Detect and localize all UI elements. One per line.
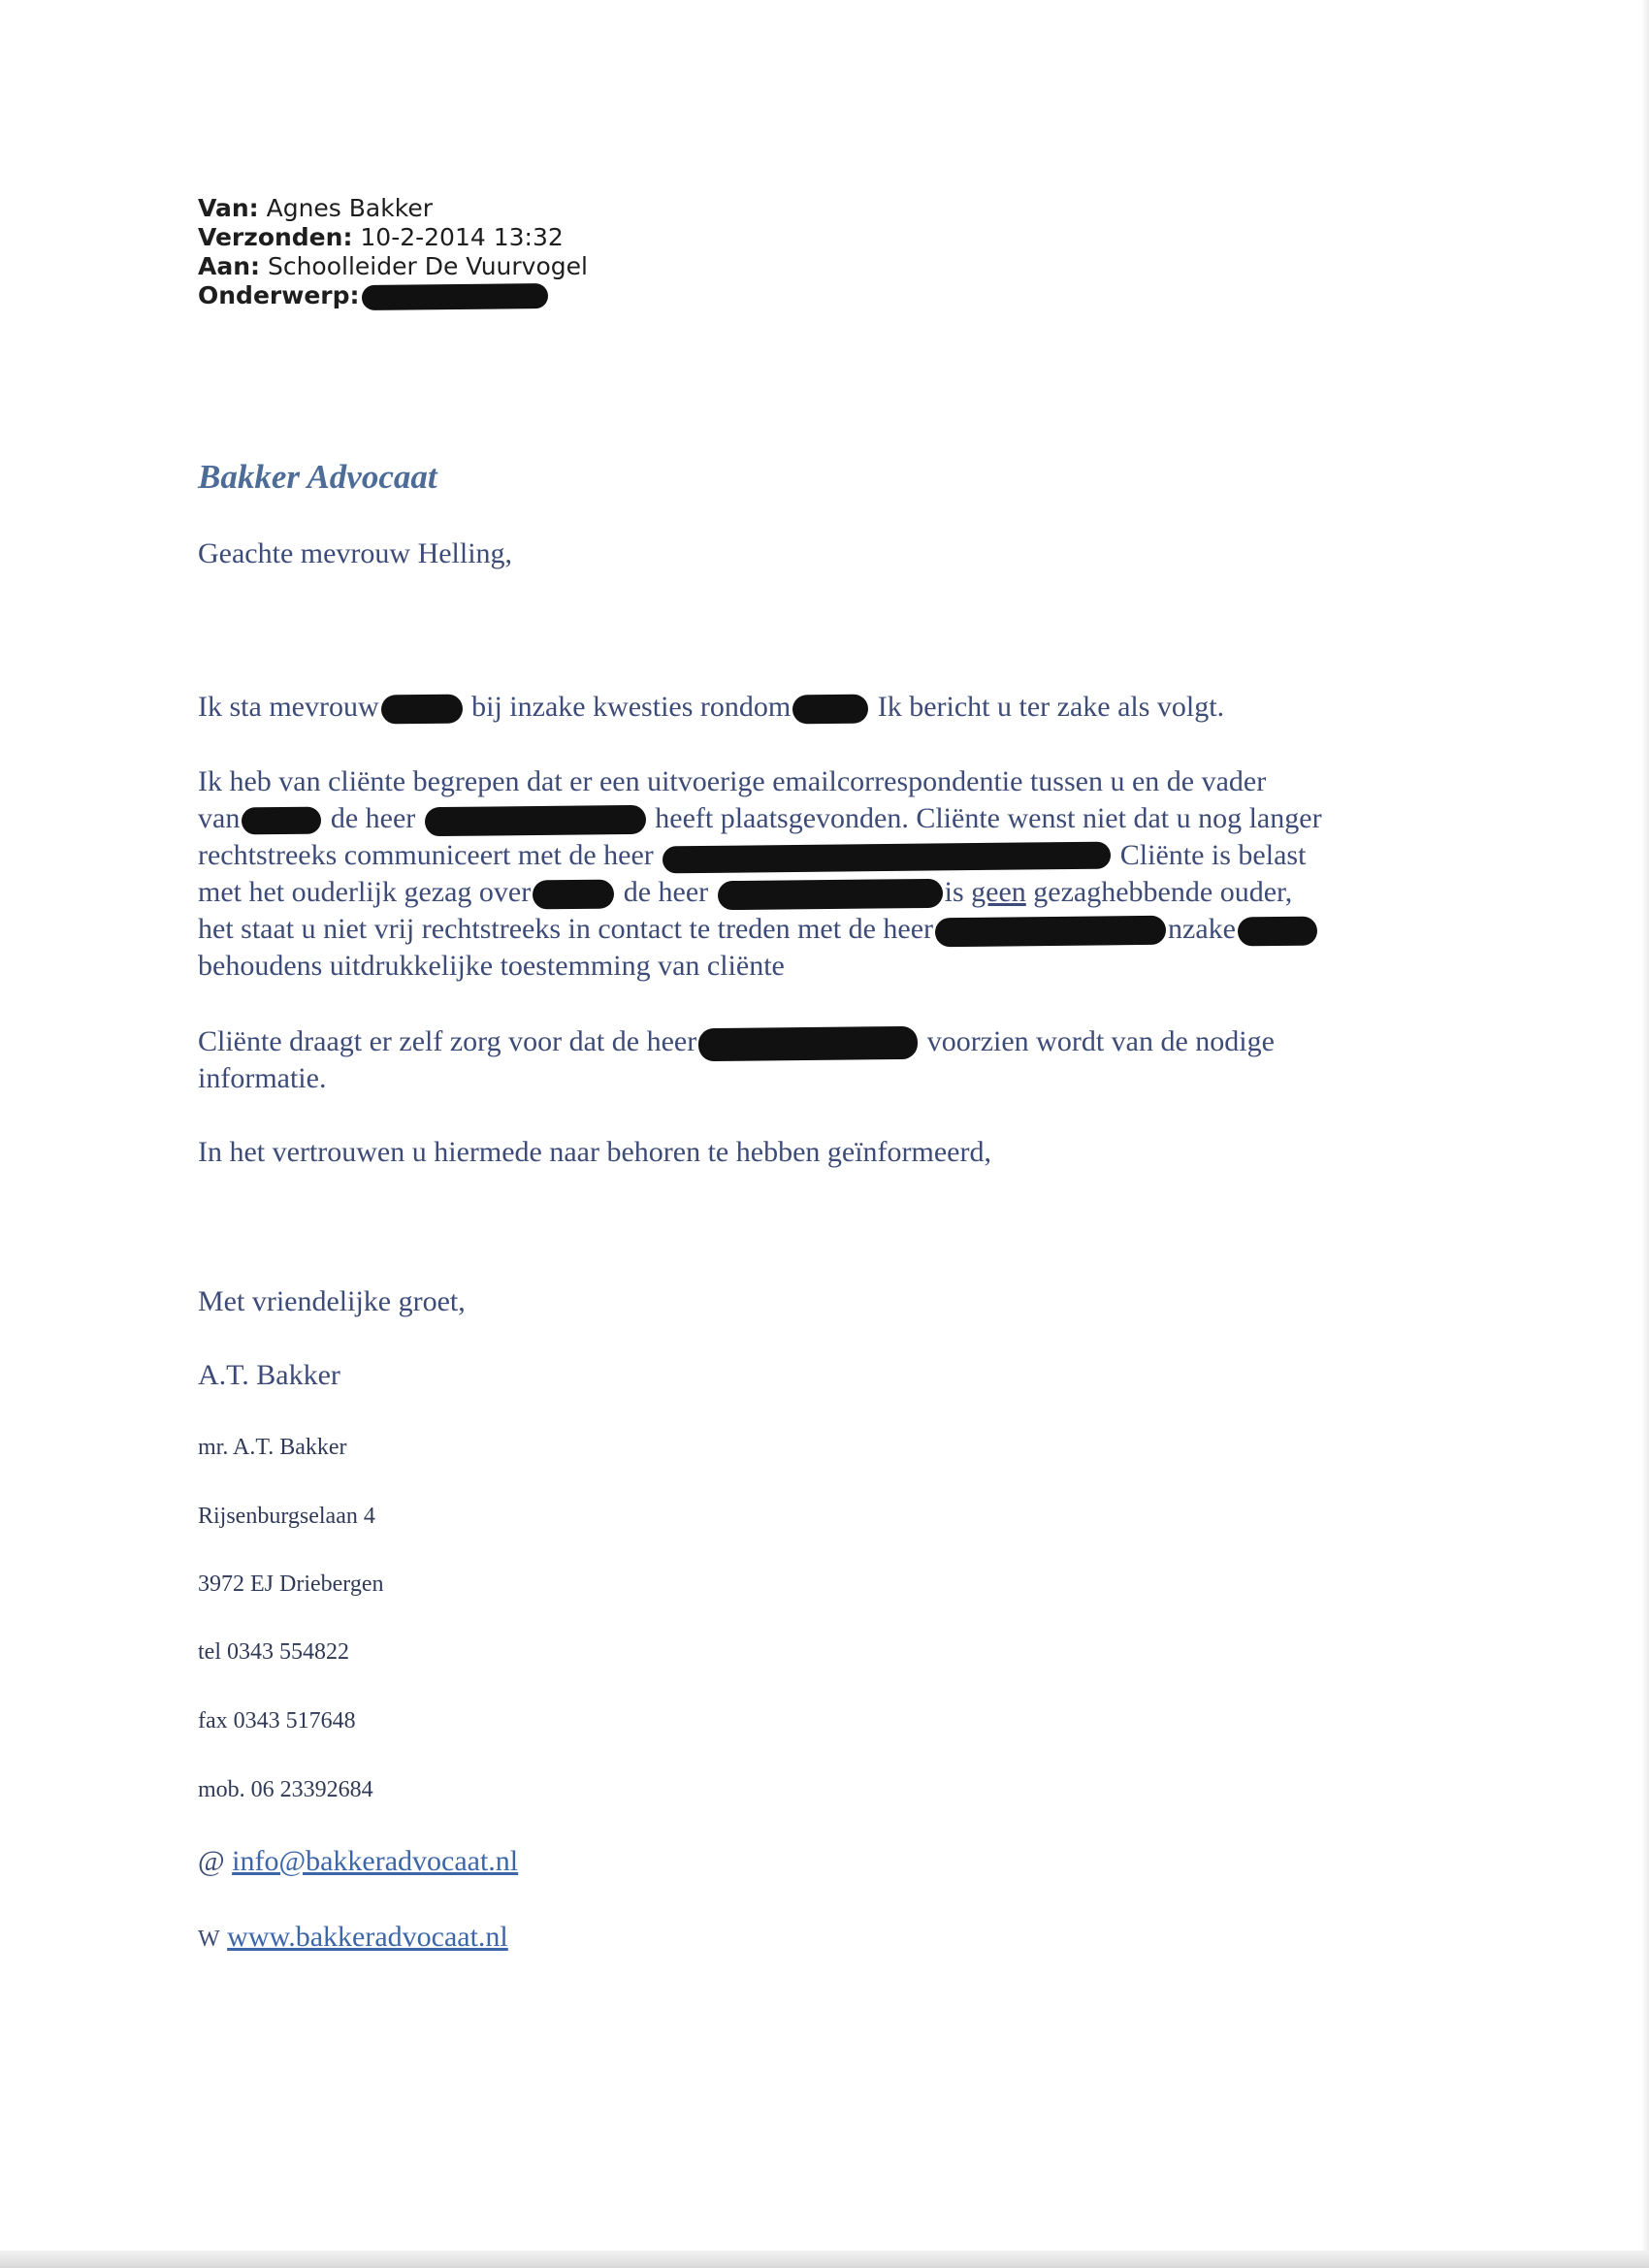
email-header (198, 194, 588, 310)
sent-row (198, 223, 588, 252)
redaction-mark (663, 842, 1111, 874)
at-icon: @ (198, 1845, 225, 1877)
to-label: Aan: (198, 252, 261, 280)
p2-text: de heer (623, 876, 709, 908)
contact-city: 3972 EJ Driebergen (198, 1571, 384, 1597)
closing: Met vriendelijke groet, (198, 1285, 466, 1317)
subject-row (198, 281, 588, 310)
redaction-mark (935, 916, 1166, 947)
email-line (198, 1845, 518, 1878)
p2-text: van (198, 802, 241, 834)
p2-text: gezaghebbende ouder, (1033, 876, 1293, 908)
paragraph-2 (198, 763, 1449, 985)
p3-text: voorzien wordt van de nodige (926, 1025, 1275, 1057)
p1-text-a: Ik sta mevrouw (198, 691, 379, 723)
from-label: Van: (198, 194, 259, 222)
website-link[interactable]: www.bakkeradvocaat.nl (227, 1921, 508, 1953)
subject-label: Onderwerp: (198, 281, 360, 309)
p3-text: Cliënte draagt er zelf zorg voor dat de heer (198, 1025, 697, 1057)
p2-text: met het ouderlijk gezag over (198, 876, 532, 908)
p1-text-c: Ik bericht u ter zake als volgt. (877, 691, 1225, 723)
contact-tel: tel 0343 554822 (198, 1639, 349, 1665)
p2-line-2 (198, 800, 1449, 837)
p2-text: Cliënte is belast (1119, 839, 1307, 871)
p2-line-4 (198, 874, 1449, 911)
scan-edge-bottom (0, 2251, 1649, 2268)
redaction-mark (361, 283, 547, 310)
p3-line-1 (198, 1023, 1449, 1060)
web-prefix: W (198, 1927, 220, 1952)
p2-line-6: behoudens uitdrukkelijke toestemming van cliënte (198, 950, 785, 982)
from-value: Agnes Bakker (266, 194, 433, 222)
paragraph-3 (198, 1023, 1449, 1097)
paragraph-4: In het vertrouwen u hiermede naar behoren te hebben geïnformeerd, (198, 1136, 991, 1168)
p1-text-b: bij inzake kwesties rondom (471, 691, 792, 723)
contact-name: mr. A.T. Bakker (198, 1435, 347, 1460)
contact-fax: fax 0343 517648 (198, 1708, 356, 1733)
p2-line-5 (198, 911, 1449, 948)
p2-line-3 (198, 837, 1449, 874)
signature-name: A.T. Bakker (198, 1359, 340, 1391)
firm-name: Bakker Advocaat (198, 458, 437, 496)
redaction-mark (1238, 917, 1317, 947)
contact-mob: mob. 06 23392684 (198, 1777, 373, 1802)
redaction-mark (380, 695, 462, 725)
emphasis-underline: geen (971, 876, 1026, 908)
to-row (198, 252, 588, 281)
p2-text: de heer (330, 802, 416, 834)
from-row (198, 194, 588, 223)
redaction-mark (242, 807, 321, 835)
sent-label: Verzonden: (198, 223, 353, 251)
redaction-mark (792, 695, 868, 725)
p3-line-2: informatie. (198, 1062, 327, 1095)
redaction-mark (533, 880, 614, 910)
web-line (198, 1921, 508, 1954)
redaction-mark (698, 1026, 918, 1061)
p2-text: rechtstreeks communiceert met de heer (198, 839, 654, 871)
p2-line-1: Ik heb van cliënte begrepen dat er een uitvoerige emailcorrespondentie tussen u en de vader (198, 765, 1267, 797)
to-value: Schoolleider De Vuurvogel (267, 252, 588, 280)
redaction-mark (717, 879, 942, 910)
salutation: Geachte mevrouw Helling, (198, 537, 513, 569)
sent-value: 10-2-2014 13:32 (360, 223, 564, 251)
p2-text: nzake (1168, 913, 1236, 945)
p2-text: heeft plaatsgevonden. Cliënte wenst niet dat u nog langer (655, 802, 1322, 834)
contact-street: Rijsenburgselaan 4 (198, 1504, 375, 1529)
p2-text: het staat u niet vrij rechtstreeks in contact te treden met de heer (198, 913, 934, 945)
p2-text: is (944, 876, 964, 908)
scan-edge-right (1641, 0, 1649, 2268)
paragraph-1 (198, 689, 1449, 726)
redaction-mark (425, 805, 646, 836)
email-link[interactable]: info@bakkeradvocaat.nl (232, 1845, 519, 1877)
